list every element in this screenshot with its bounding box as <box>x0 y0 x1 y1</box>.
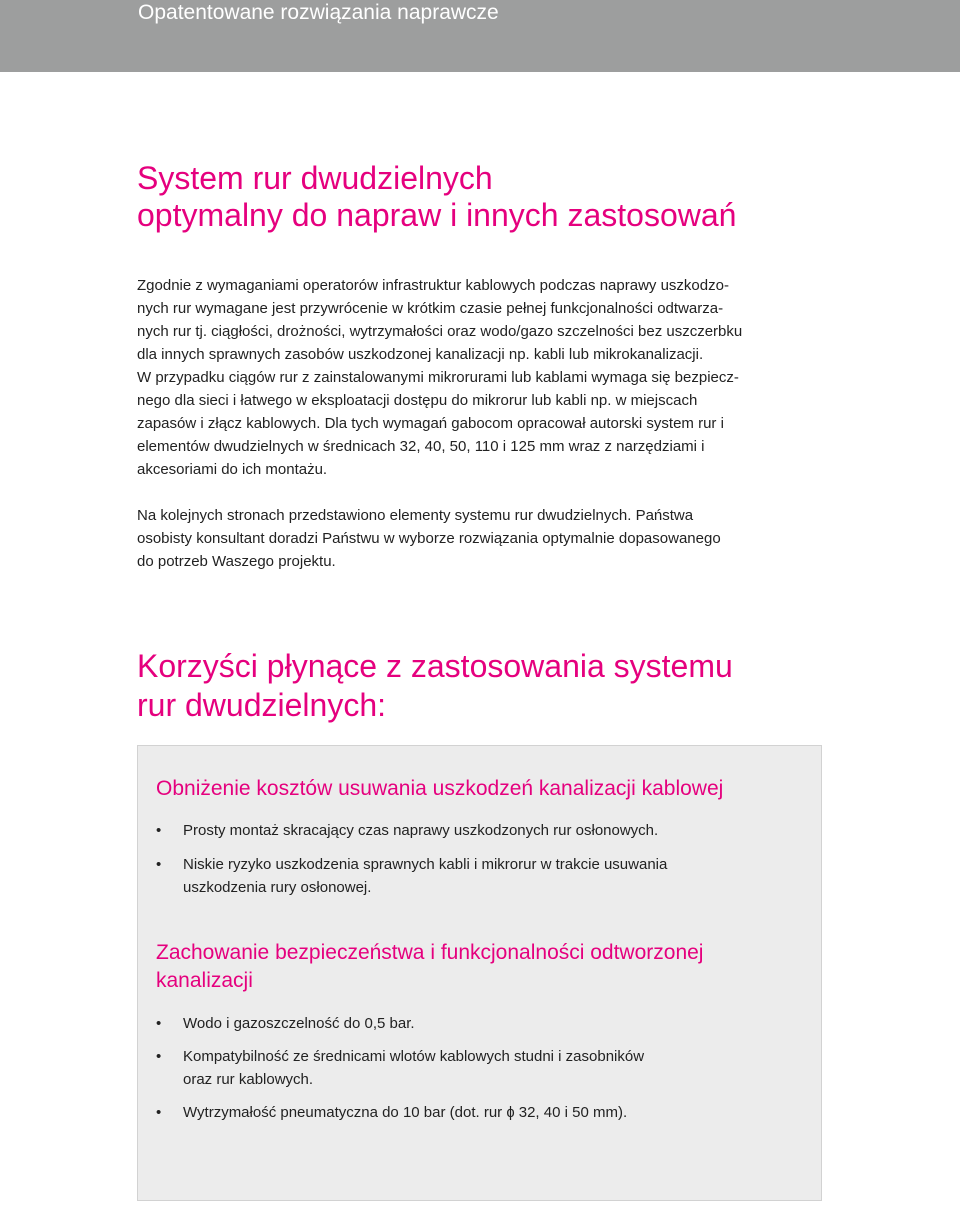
cost-benefits-list <box>156 819 667 899</box>
list-item <box>156 819 667 842</box>
list-item <box>156 1101 644 1124</box>
benefits-box <box>137 745 822 1201</box>
paragraph-spacer <box>137 481 837 504</box>
section-heading-safety <box>156 939 703 995</box>
safety-benefits-list <box>156 1012 644 1124</box>
section-heading-line-1: Zachowanie bezpieczeństwa i funkcjonalności odtworzonej <box>156 941 704 964</box>
bullet-icon: • <box>156 1104 162 1121</box>
intro-text <box>137 274 837 573</box>
list-item-text: Kompatybilność ze średnicami wlotów kablowych studni i zasobników <box>183 1048 645 1065</box>
list-item-text: oraz rur kablowych. <box>183 1071 314 1088</box>
list-item-text: uszkodzenia rury osłonowej. <box>183 879 372 896</box>
benefits-title-line-2: rur dwudzielnych: <box>137 687 386 723</box>
bullet-icon: • <box>156 1015 162 1032</box>
header-band <box>0 0 960 72</box>
list-item-text: Niskie ryzyko uszkodzenia sprawnych kabli i mikrorur w trakcie usuwania <box>183 856 668 873</box>
intro-paragraph-2 <box>137 504 837 573</box>
list-item-text: Prosty montaż skracający czas naprawy uszkodzonych rur osłonowych. <box>183 822 659 839</box>
header-title: Opatentowane rozwiązania naprawcze <box>138 1 499 24</box>
bullet-icon: • <box>156 856 162 873</box>
text-line: nych rur tj. ciągłości, drożności, wytrzymałości oraz wodo/gazo szczelności bez uszczerbku <box>137 323 743 340</box>
bullet-icon: • <box>156 822 162 839</box>
page-title-line-2: optymalny do napraw i innych zastosowań <box>137 197 737 233</box>
text-line: Na kolejnych stronach przedstawiono elementy systemu rur dwudzielnych. Państwa <box>137 507 694 524</box>
text-line: W przypadku ciągów rur z zainstalowanymi mikrorurami lub kablami wymaga się bezpiecz- <box>137 369 739 386</box>
list-item <box>156 1012 644 1035</box>
text-line: akcesoriami do ich montażu. <box>137 461 328 478</box>
text-line: Zgodnie z wymaganiami operatorów infrastruktur kablowych podczas naprawy uszkodzo- <box>137 277 729 294</box>
text-line: zapasów i złącz kablowych. Dla tych wymagań gabocom opracował autorski system rur i <box>137 415 724 432</box>
benefits-title-line-1: Korzyści płynące z zastosowania systemu <box>137 648 733 684</box>
list-item-text: Wytrzymałość pneumatyczna do 10 bar (dot. rur ɸ 32, 40 i 50 mm). <box>183 1104 628 1121</box>
page-title-line-1: System rur dwudzielnych <box>137 160 493 196</box>
text-line: do potrzeb Waszego projektu. <box>137 553 336 570</box>
text-line: osobisty konsultant doradzi Państwu w wyborze rozwiązania optymalnie dopasowanego <box>137 530 721 547</box>
text-line: nych rur wymagane jest przywrócenie w krótkim czasie pełnej funkcjonalności odtwarza- <box>137 300 724 317</box>
list-item-text: Wodo i gazoszczelność do 0,5 bar. <box>183 1015 415 1032</box>
intro-paragraph-1 <box>137 274 837 481</box>
page-title <box>137 160 877 234</box>
section-heading-line-2: kanalizacji <box>156 969 253 992</box>
section-heading-cost: Obniżenie kosztów usuwania uszkodzeń kanalizacji kablowej <box>156 777 724 800</box>
list-item <box>156 853 667 899</box>
text-line: dla innych sprawnych zasobów uszkodzonej kanalizacji np. kabli lub mikrokanalizacji. <box>137 346 704 363</box>
text-line: elementów dwudzielnych w średnicach 32, 40, 50, 110 i 125 mm wraz z narzędziami i <box>137 438 705 455</box>
text-line: nego dla sieci i łatwego w eksploatacji dostępu do mikrorur lub kabli np. w miejscach <box>137 392 698 409</box>
list-item <box>156 1045 644 1091</box>
bullet-icon: • <box>156 1048 162 1065</box>
benefits-title <box>137 647 877 725</box>
